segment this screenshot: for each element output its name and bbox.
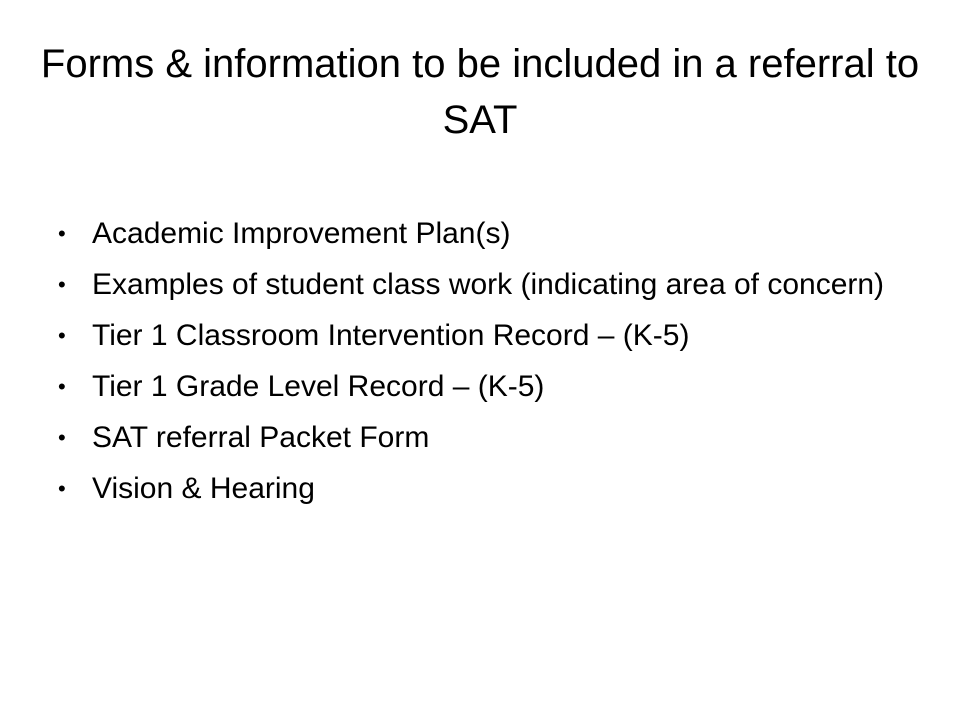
bullet-text: Examples of student class work (indicating area of concern) bbox=[92, 268, 885, 301]
bullet-text: Academic Improvement Plan(s) bbox=[92, 217, 511, 250]
bullet-item bbox=[58, 369, 898, 404]
bullet-dot-icon: • bbox=[58, 272, 66, 297]
bullet-item bbox=[58, 216, 898, 251]
bullet-text: SAT referral Packet Form bbox=[92, 421, 430, 454]
bullet-dot-icon: • bbox=[58, 476, 66, 501]
slide-title: Forms & information to be included in a referral to SAT bbox=[40, 42, 920, 142]
bullet-item bbox=[58, 318, 898, 353]
bullet-text: Vision & Hearing bbox=[92, 472, 315, 505]
bullet-item bbox=[58, 471, 898, 506]
bullet-text: Tier 1 Grade Level Record – (K-5) bbox=[92, 370, 545, 403]
bullet-dot-icon: • bbox=[58, 374, 66, 399]
bullet-text: Tier 1 Classroom Intervention Record – (K-5) bbox=[92, 319, 690, 352]
bullet-item bbox=[58, 267, 898, 302]
bullet-dot-icon: • bbox=[58, 425, 66, 450]
bullet-dot-icon: • bbox=[58, 221, 66, 246]
bullet-list bbox=[58, 216, 898, 522]
bullet-dot-icon: • bbox=[58, 323, 66, 348]
bullet-item bbox=[58, 420, 898, 455]
